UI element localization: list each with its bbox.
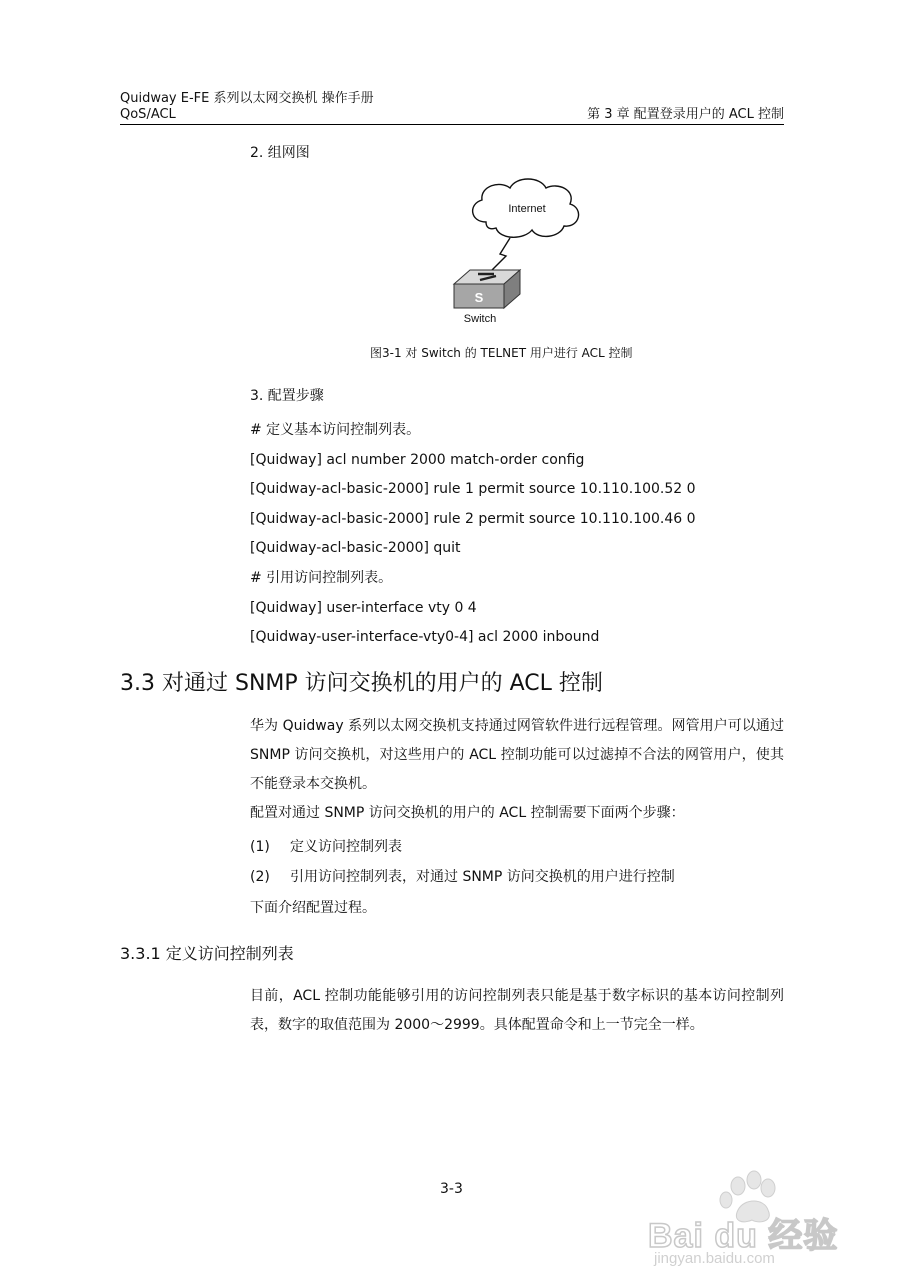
config-line: [Quidway-acl-basic-2000] quit <box>250 540 461 556</box>
config-line: [Quidway-user-interface-vty0-4] acl 2000 inbound <box>250 629 600 645</box>
networking-title: 2. 组网图 <box>250 145 310 161</box>
switch-glyph: S <box>474 290 484 305</box>
steps-title: 3. 配置步骤 <box>250 388 324 404</box>
section-3-3-paragraph-1: 华为 Quidway 系列以太网交换机支持通过网管软件进行远程管理。网管用户可以通过 SNMP 访问交换机，对这些用户的 ACL 控制功能可以过滤掉不合法的网管用户，使其不能登录本交换机。 <box>250 718 784 792</box>
switch-label: Switch <box>463 313 497 325</box>
config-line: [Quidway] user-interface vty 0 4 <box>250 600 477 616</box>
section-3-3-1-paragraph: 目前，ACL 控制功能能够引用的访问控制列表只能是基于数字标识的基本访问控制列表，数字的取值范围为 2000～2999。具体配置命令和上一节完全一样。 <box>250 988 784 1033</box>
config-line: [Quidway-acl-basic-2000] rule 1 permit source 10.110.100.52 0 <box>250 481 696 497</box>
config-line: # 引用访问控制列表。 <box>250 570 393 586</box>
config-line: # 定义基本访问控制列表。 <box>250 422 421 438</box>
config-line: [Quidway] acl number 2000 match-order config <box>250 452 585 468</box>
step-2-text: 引用访问控制列表，对通过 SNMP 访问交换机的用户进行控制 <box>290 869 675 885</box>
section-3-3-paragraph-3: 下面介绍配置过程。 <box>250 900 376 916</box>
step-1-number: (1) <box>250 839 270 855</box>
network-diagram <box>440 172 600 336</box>
watermark-url: jingyan.baidu.com <box>654 1250 775 1267</box>
switch-icon <box>454 270 520 308</box>
step-2-number: (2) <box>250 869 270 885</box>
config-line: [Quidway-acl-basic-2000] rule 2 permit source 10.110.100.46 0 <box>250 511 696 527</box>
header-rule <box>120 124 784 125</box>
step-1-text: 定义访问控制列表 <box>290 839 402 855</box>
network-diagram-svg <box>440 172 600 332</box>
figure-caption: 图3-1 对 Switch 的 TELNET 用户进行 ACL 控制 <box>370 346 633 360</box>
internet-label: Internet <box>508 203 546 215</box>
section-heading-3-3-1: 3.3.1 定义访问控制列表 <box>120 944 294 963</box>
header-chapter-title: 第 3 章 配置登录用户的 ACL 控制 <box>587 107 784 122</box>
baidu-watermark <box>640 1170 880 1270</box>
header-section-name: QoS/ACL <box>120 107 176 122</box>
section-3-3-paragraph-2: 配置对通过 SNMP 访问交换机的用户的 ACL 控制需要下面两个步骤： <box>250 805 685 821</box>
link-zigzag-icon <box>490 238 510 272</box>
section-heading-3-3: 3.3 对通过 SNMP 访问交换机的用户的 ACL 控制 <box>120 671 603 696</box>
page-number: 3-3 <box>440 1181 463 1197</box>
header-doc-title: Quidway E-FE 系列以太网交换机 操作手册 <box>120 91 374 106</box>
watermark-logo-text: Bai du 经验 <box>648 1217 839 1255</box>
